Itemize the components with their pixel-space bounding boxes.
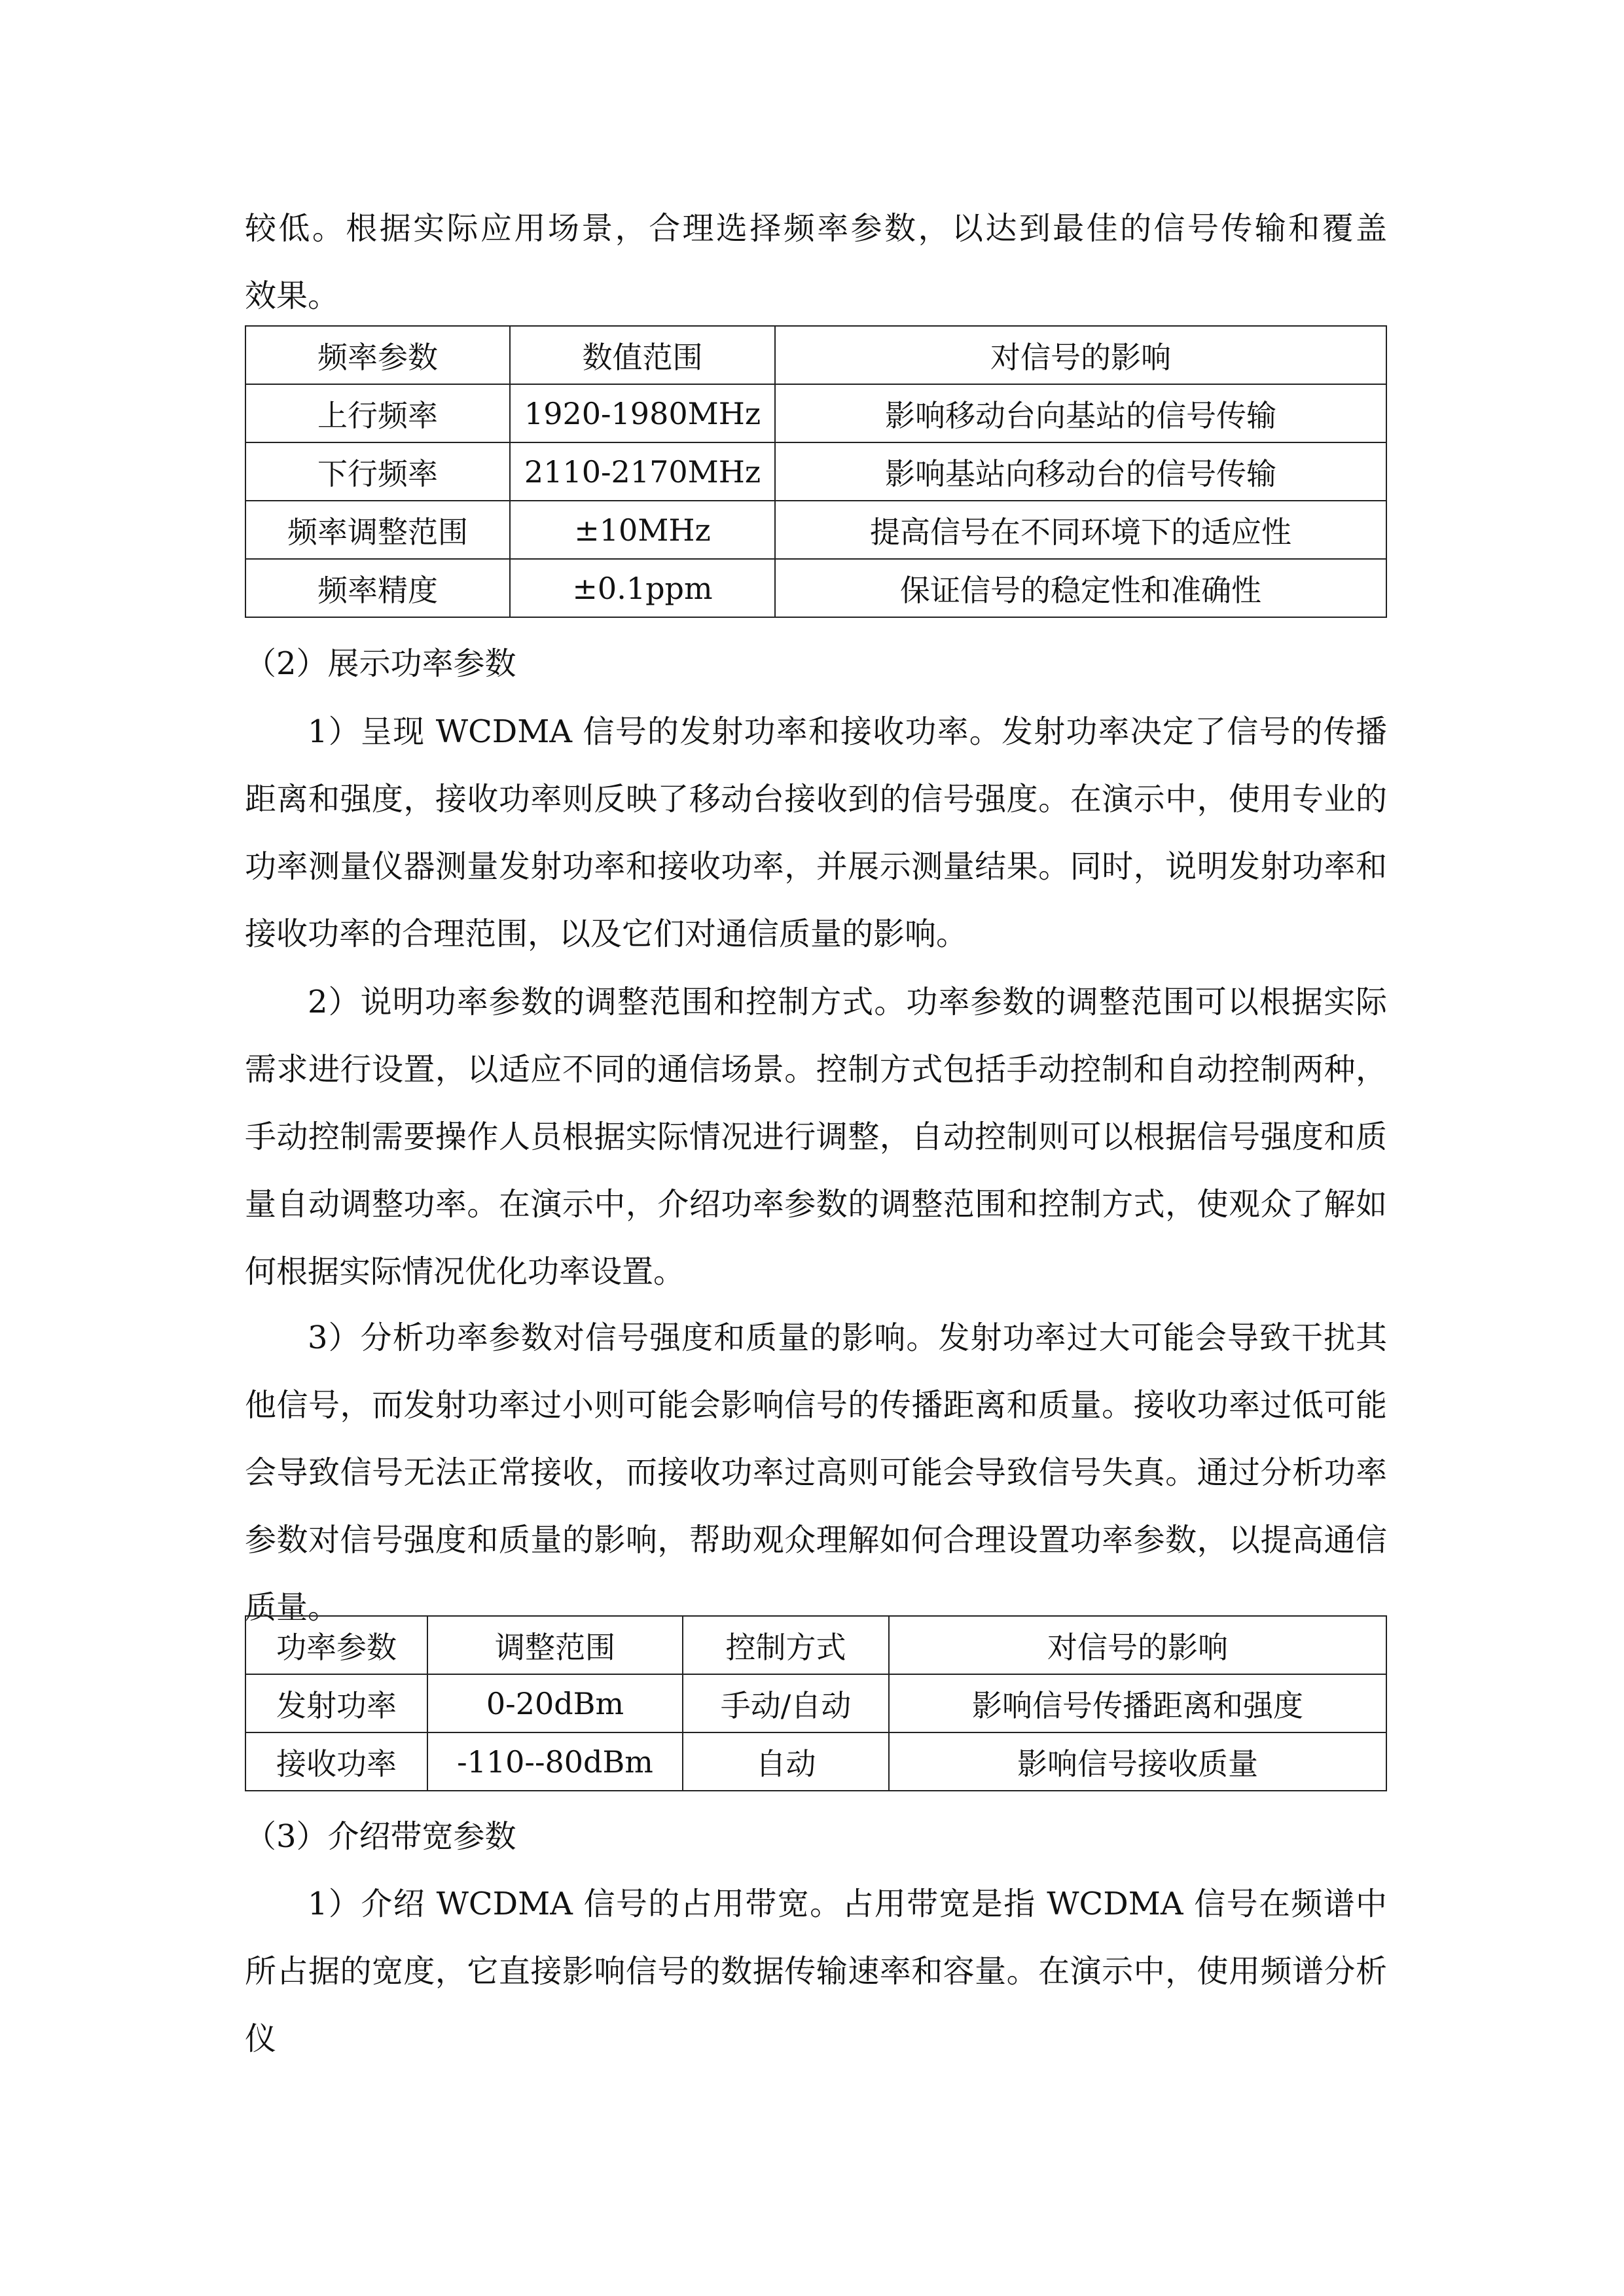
table-cell: ±10MHz — [510, 501, 775, 559]
table-cell: 影响基站向移动台的信号传输 — [775, 442, 1386, 501]
table-row — [245, 1674, 1386, 1732]
section-heading: （2）展示功率参数 — [245, 645, 516, 682]
header-cell: 控制方式 — [683, 1616, 889, 1674]
table-row — [245, 442, 1386, 501]
section-heading: （3）介绍带宽参数 — [245, 1818, 516, 1855]
table-cell: ±0.1ppm — [510, 559, 775, 617]
table-header-row — [245, 326, 1386, 384]
header-cell: 频率参数 — [245, 326, 510, 384]
paragraph: 2）说明功率参数的调整范围和控制方式。功率参数的调整范围可以根据实际需求进行设置，以适应不同的通信场景。控制方式包括手动控制和自动控制两种，手动控制需要操作人员根据实际情况进行调整，自动控制则可以根据信号强度和质量自动调整功率。在演示中，介绍功率参数的调整范围和控制方式，使观众了解如何根据实际情况优化功率设置。 — [245, 984, 1387, 1290]
table-row — [245, 384, 1386, 442]
header-cell: 对信号的影响 — [889, 1616, 1386, 1674]
frequency-parameter-table — [245, 325, 1387, 618]
header-cell: 数值范围 — [510, 326, 775, 384]
table-cell: 影响信号接收质量 — [889, 1732, 1386, 1791]
table-cell: 发射功率 — [245, 1674, 427, 1732]
table-cell: 频率调整范围 — [245, 501, 510, 559]
table-header-row — [245, 1616, 1386, 1674]
table-cell: 自动 — [683, 1732, 889, 1791]
intro-line: 效果。 — [245, 278, 340, 314]
table-cell: 影响移动台向基站的信号传输 — [775, 384, 1386, 442]
intro-paragraph — [245, 195, 1387, 330]
paragraph: 1）介绍 WCDMA 信号的占用带宽。占用带宽是指 WCDMA 信号在频谱中所占据的宽度，它直接影响信号的数据传输速率和容量。在演示中，使用频谱分析仪 — [245, 1886, 1387, 2057]
header-cell: 对信号的影响 — [775, 326, 1386, 384]
table-cell: 下行频率 — [245, 442, 510, 501]
paragraph: 3）分析功率参数对信号强度和质量的影响。发射功率过大可能会导致干扰其他信号，而发射功率过小则可能会影响信号的传播距离和质量。接收功率过低可能会导致信号无法正常接收，而接收功率过高则可能会导致信号失真。通过分析功率参数对信号强度和质量的影响，帮助观众理解如何合理设置功率参数，以提高通信质量。 — [245, 1319, 1387, 1626]
paragraph: 1）呈现 WCDMA 信号的发射功率和接收功率。发射功率决定了信号的传播距离和强度，接收功率则反映了移动台接收到的信号强度。在演示中，使用专业的功率测量仪器测量发射功率和接收功率，并展示测量结果。同时，说明发射功率和接收功率的合理范围，以及它们对通信质量的影响。 — [245, 713, 1387, 952]
table-row — [245, 501, 1386, 559]
table-cell: -110--80dBm — [427, 1732, 683, 1791]
table-cell: 提高信号在不同环境下的适应性 — [775, 501, 1386, 559]
intro-line: 较低。根据实际应用场景，合理选择频率参数，以达到最佳的信号传输和覆盖 — [245, 210, 1387, 247]
table-cell: 0-20dBm — [427, 1674, 683, 1732]
table-cell: 上行频率 — [245, 384, 510, 442]
table-cell: 接收功率 — [245, 1732, 427, 1791]
table-cell: 2110-2170MHz — [510, 442, 775, 501]
table-cell: 1920-1980MHz — [510, 384, 775, 442]
table-cell: 手动/自动 — [683, 1674, 889, 1732]
header-cell: 调整范围 — [427, 1616, 683, 1674]
header-cell: 功率参数 — [245, 1616, 427, 1674]
power-parameter-table — [245, 1615, 1387, 1791]
table-cell: 保证信号的稳定性和准确性 — [775, 559, 1386, 617]
table-cell: 频率精度 — [245, 559, 510, 617]
table-row — [245, 1732, 1386, 1791]
table-cell: 影响信号传播距离和强度 — [889, 1674, 1386, 1732]
table-row — [245, 559, 1386, 617]
